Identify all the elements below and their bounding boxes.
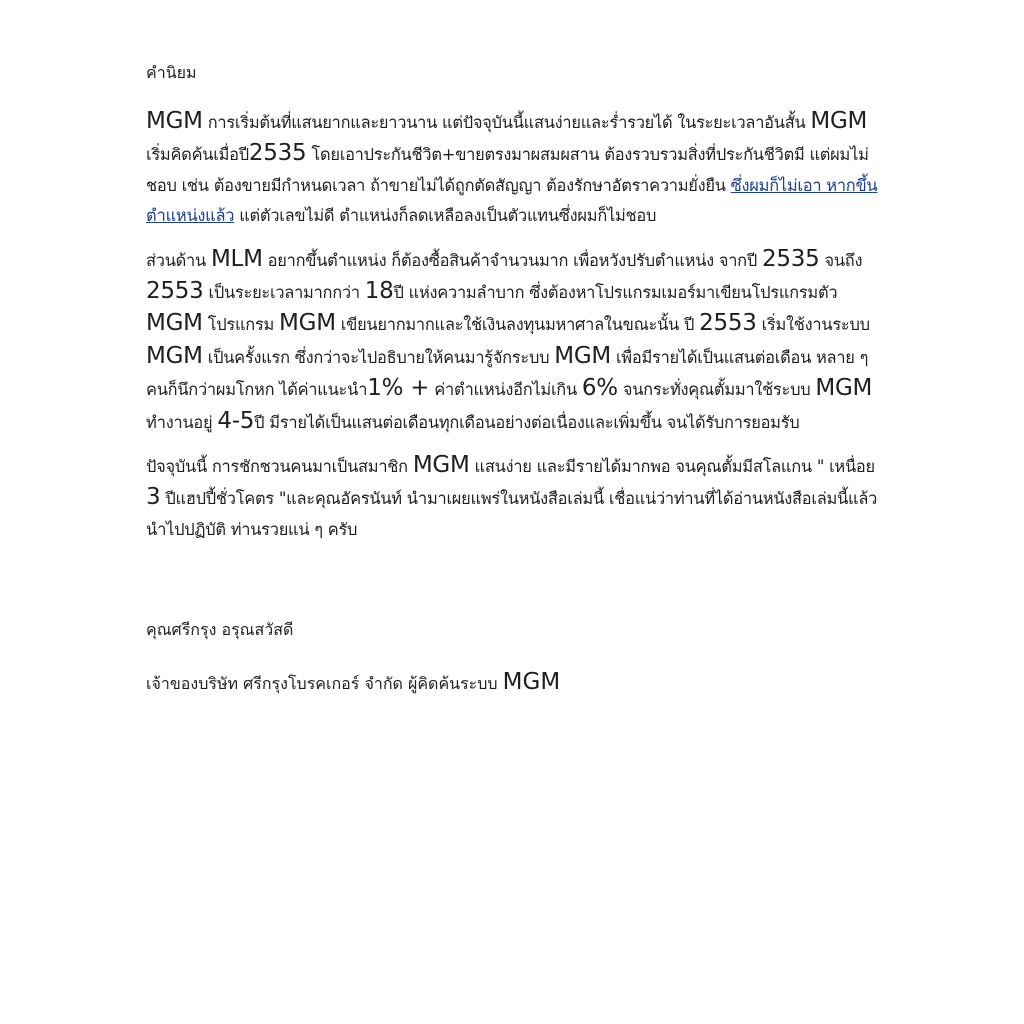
years-range: 4-5 [217, 407, 255, 434]
paragraph-text: ส่วนด้าน [146, 250, 211, 270]
paragraph-text: ปัจจุบันนี้ การชักชวนคนมาเป็นสมาชิก [146, 457, 413, 477]
term-mlm: MLM [210, 245, 263, 272]
paragraph-text: เพื่อมีรายได้เป็นแสนต่อเดือน หลาย ๆ คนก็นึกว่าผมโกหก ได้ค่าแนะนำ [146, 347, 869, 400]
signature-title [146, 667, 886, 699]
paragraph-2 [146, 244, 886, 438]
spacer [146, 557, 886, 615]
term-mgm: MGM [554, 342, 611, 369]
paragraph-text: แต่ตัวเลขไม่ดี ตำแหน่งก็ลดเหลือลงเป็นตัวแทนซึ่งผมก็ไม่ชอบ [234, 206, 657, 226]
term-mgm: MGM [146, 108, 203, 134]
signature-name: คุณศรีกรุง อรุณสวัสดี [146, 620, 294, 640]
paragraph-text: เป็นครั้งแรก ซึ่งกว่าจะไปอธิบายให้คนมารู้จักระบบ [202, 347, 555, 367]
paragraph-text: การเริ่มต้นที่แสนยากและยาวนาน แต่ปัจจุบันนี้แสนง่ายและร่ำรวยได้ ในระยะเวลาอันสั้น [202, 113, 811, 132]
paragraph-text: ปีแฮปปี้ชั่วโคตร "และคุณอัครนันท์ นำมาเผยแพร่ในหนังสือเล่มนี้ เชื่อแน่ว่าท่านที่ได้อ่านหนังสือเล่มนี้แล้วนำไปปฏิบัติ ท่านรวยแน่ ๆ ครับ [146, 489, 878, 539]
term-mgm: MGM [412, 452, 470, 479]
paragraph-text: จนถึง [819, 250, 863, 270]
year-number: 2535 [248, 140, 307, 167]
paragraph-text: จนกระทั่งคุณตั้มมาใช้ระบบ [617, 380, 816, 400]
signature-title-text: เจ้าของบริษัท ศรีกรุงโบรคเกอร์ จำกัด ผู้คิดค้นระบบ [146, 674, 503, 694]
paragraph-text: ค่าตำแหน่งอีกไม่เกิน [429, 380, 582, 400]
term-mgm: MGM [810, 108, 868, 134]
document-page [146, 58, 886, 699]
term-mgm: MGM [146, 310, 203, 337]
years-count: 3 [146, 484, 161, 511]
paragraph-text: ปี แห่งความลำบาก ซึ่งต้องหาโปรแกรมเมอร์มาเขียนโปรแกรมตัว [393, 283, 838, 303]
paragraph-text: ทำงานอยู่ [146, 412, 218, 432]
paragraph-text: โดยเอาประกันชีวิต+ขายตรงมาผสมผสาน ต้องรวบรวมสิ่งที่ประกันชีวิตมี แต่ผมไม่ชอบ เช่น ต้องขายมีกำหนดเวลา ถ้าขายไม่ได้ถูกตัดสัญญา ต้องรักษาอัตราความยั่งยืน [146, 145, 869, 195]
term-mgm: MGM [815, 375, 873, 402]
year-number: 2553 [699, 310, 757, 337]
percent-value: 1% + [367, 375, 430, 402]
paragraph-text: เป็นระยะเวลามากกว่า [203, 283, 365, 303]
document-heading: คำนิยม [146, 63, 197, 82]
paragraph-text: เริ่มคิดค้นเมื่อปี [146, 145, 249, 165]
paragraph-text: เขียนยากมากและใช้เงินลงทุนมหาศาลในขณะนั้น ปี [335, 315, 700, 335]
year-number: 2553 [146, 278, 204, 305]
percent-value: 6% [581, 375, 618, 402]
paragraph-text: แสนง่าย และมีรายได้มากพอ จนคุณตั้มมีสโลแกน " เหนื่อย [469, 457, 875, 477]
paragraph-1 [146, 106, 886, 232]
paragraph-text: โปรแกรม [202, 315, 280, 335]
paragraph-text: อยากขึ้นตำแหน่ง ก็ต้องซื้อสินค้าจำนวนมาก เพื่อหวังปรับตำแหน่ง จากปี [262, 250, 762, 270]
years-count: 18 [364, 278, 394, 305]
paragraph-3 [146, 450, 886, 545]
paragraph-text: เริ่มใช้งานระบบ [756, 315, 870, 335]
term-mgm: MGM [502, 669, 561, 696]
term-mgm: MGM [279, 310, 336, 337]
year-number: 2535 [761, 245, 820, 272]
paragraph-text: ปี มีรายได้เป็นแสนต่อเดือนทุกเดือนอย่างต่อเนื่องและเพิ่มขึ้น จนได้รับการยอมรับ [254, 412, 800, 432]
underlined-phrase[interactable]: ซึ่งผมก็ไม่เอา หากขึ้นตำแหน่งแล้ว [146, 175, 878, 226]
term-mgm: MGM [146, 342, 203, 369]
